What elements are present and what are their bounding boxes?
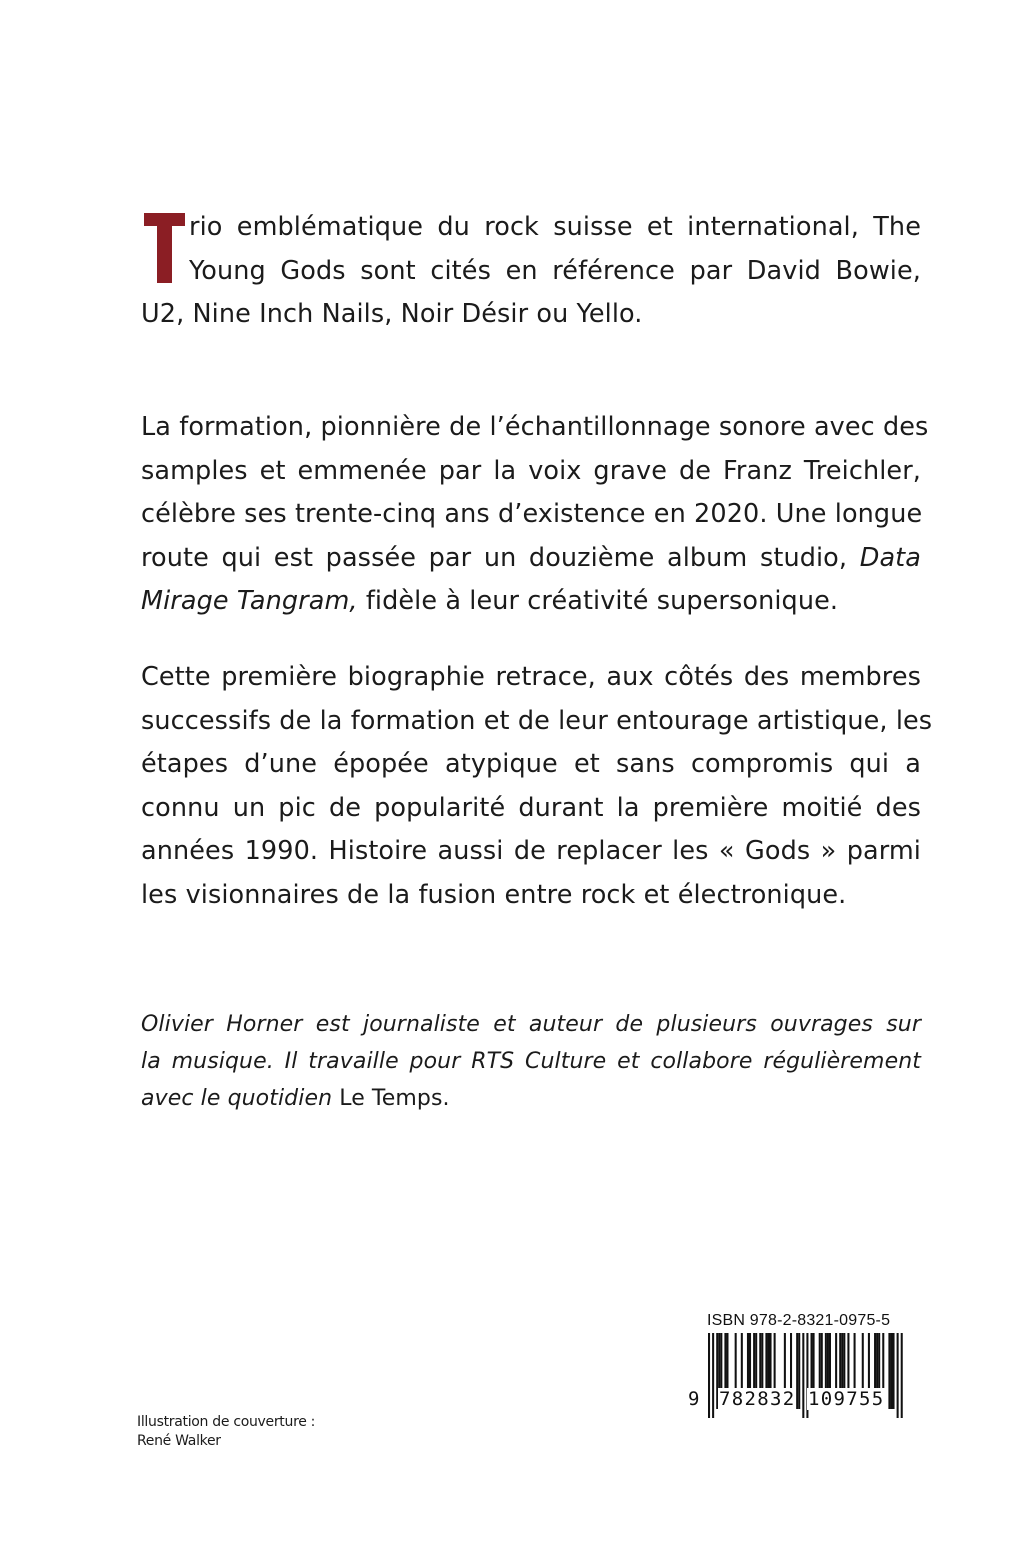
barcode-bar	[712, 1333, 714, 1418]
text-line: Young Gods sont cités en référence par David Bowie,	[189, 255, 921, 286]
text-line	[141, 537, 921, 581]
barcode-bar	[901, 1333, 903, 1418]
ean-right-digits: 109755	[808, 1388, 885, 1410]
barcode-bar	[796, 1333, 798, 1409]
credit-name: René Walker	[137, 1433, 221, 1449]
text-line: connu un pic de popularité durant la première moitié des	[141, 792, 921, 823]
newspaper-title: Le Temps.	[339, 1086, 450, 1111]
text-line	[141, 580, 921, 624]
text-line: rio emblématique du rock suisse et international, The	[189, 212, 921, 242]
text-line: Olivier Horner est journaliste et auteur de plusieurs ouvrages sur	[141, 1012, 921, 1037]
text-run: fidèle à leur créativité supersonique.	[365, 586, 839, 616]
text-line: successifs de la formation et de leur entourage artistique, les	[141, 705, 933, 736]
isbn-label: ISBN 978-2-8321-0975-5	[707, 1312, 891, 1329]
paragraph-formation	[141, 406, 929, 624]
barcode-bar	[893, 1333, 895, 1409]
text-line: samples et emmenée par la voix grave de Franz Treichler,	[141, 455, 921, 486]
text-line	[141, 1080, 921, 1117]
text-run: avec le quotidien	[141, 1086, 333, 1111]
text-line: U2, Nine Inch Nails, Noir Désir ou Yello.	[141, 299, 643, 329]
text-line: étapes d’une épopée atypique et sans compromis qui a	[141, 749, 921, 779]
album-title-part: Data	[859, 542, 921, 573]
album-title-part: Mirage Tangram,	[141, 586, 358, 616]
barcode-bar	[708, 1333, 710, 1418]
text-line: la musique. Il travaille pour RTS Culture et collabore régulièrement	[141, 1049, 921, 1074]
text-line: les visionnaires de la fusion entre rock et électronique.	[141, 879, 847, 910]
text-run: route qui est passée par un douzième album studio,	[141, 542, 848, 573]
ean-first-digit: 9	[688, 1388, 700, 1410]
barcode-bar	[897, 1333, 899, 1418]
paragraph-intro	[141, 206, 921, 337]
text-line: Cette première biographie retrace, aux côtés des membres	[141, 662, 921, 692]
text-line: La formation, pionnière de l’échantillonnage sonore avec des	[141, 412, 929, 442]
barcode-bar	[802, 1333, 804, 1418]
author-bio	[141, 1006, 921, 1117]
ean-left-digits: 782832	[719, 1388, 796, 1410]
text-line: années 1990. Histoire aussi de replacer les « Gods » parmi	[141, 836, 921, 866]
barcode-bar	[798, 1333, 800, 1409]
credit-label: Illustration de couverture :	[137, 1414, 316, 1430]
paragraph-biography	[141, 656, 933, 917]
barcode-bar	[888, 1333, 890, 1409]
text-line: célèbre ses trente-cinq ans d’existence en 2020. Une longue	[141, 499, 923, 529]
barcode-bar	[890, 1333, 892, 1409]
cover-illustration-credit	[137, 1413, 315, 1451]
